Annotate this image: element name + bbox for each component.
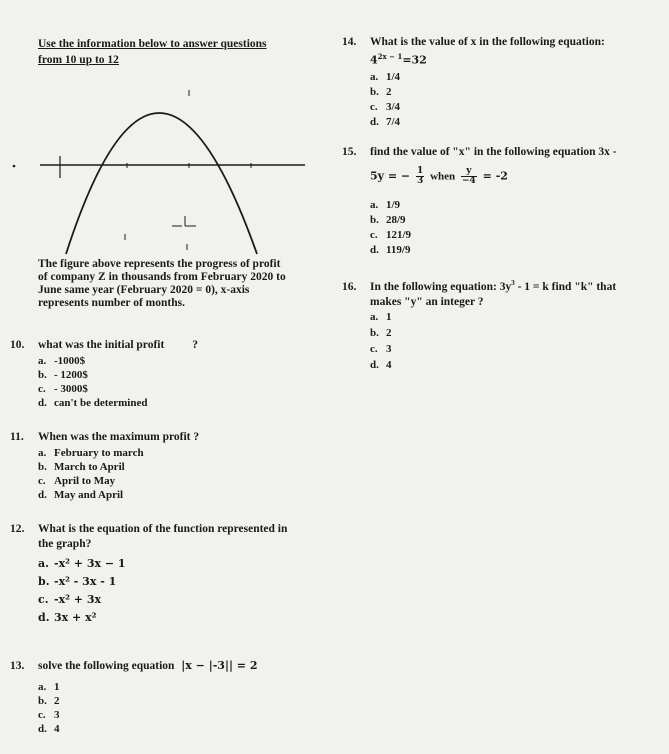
equation: $4^{2x - 1}=32$	[370, 52, 427, 67]
option[interactable]: b. -x² - 3x - 1	[38, 575, 117, 588]
option[interactable]: c. -x² + 3x	[38, 593, 102, 606]
question-11-options	[38, 446, 144, 502]
option[interactable]: d. can't be determined	[38, 397, 148, 409]
question-14: 14. What is the value of x in the following equation:	[342, 36, 605, 48]
option[interactable]: c. - 3000$	[38, 383, 88, 395]
option[interactable]: c. 121/9	[370, 229, 412, 241]
option[interactable]: a. 1	[38, 681, 60, 693]
question-14-options	[370, 70, 400, 130]
option[interactable]: d. 4	[370, 359, 392, 371]
option[interactable]: b. 2	[370, 86, 392, 98]
question-10-options	[38, 354, 147, 410]
option[interactable]: a. -1000$	[38, 355, 86, 367]
option[interactable]: a. February to march	[38, 447, 144, 459]
option[interactable]: d. 4	[38, 723, 60, 735]
option[interactable]: d. 119/9	[370, 244, 411, 256]
equation: |x − |-3|| = 2	[181, 659, 258, 672]
profit-graph	[10, 68, 310, 260]
option[interactable]: d. May and April	[38, 489, 124, 501]
question-12-options	[38, 555, 126, 627]
option[interactable]: c. 3/4	[370, 101, 401, 113]
fraction: $\frac{1}{3}$	[416, 166, 424, 186]
option[interactable]: b. 28/9	[370, 214, 406, 226]
option[interactable]: b. 2	[38, 695, 60, 707]
option[interactable]: a. -x² + 3x − 1	[38, 557, 126, 570]
question-15-options	[370, 198, 411, 258]
option[interactable]: c. 3	[370, 343, 392, 355]
question-12: 12. What is the equation of the function represented in the graph?	[10, 523, 288, 550]
fraction: $\frac{y}{-4}$	[462, 166, 476, 186]
question-13-options	[38, 680, 60, 736]
question-11: 11. When was the maximum profit ?	[10, 431, 200, 443]
profit-curve	[66, 113, 257, 254]
option[interactable]: c. April to May	[38, 475, 116, 487]
question-13: 13. solve the following equation |x − |-3|| = 2	[10, 659, 258, 672]
option[interactable]: a. 1	[370, 311, 392, 323]
option[interactable]: c. 3	[38, 709, 60, 721]
question-10: 10. what was the initial profit ?	[10, 339, 199, 351]
option[interactable]: b. 2	[370, 327, 392, 339]
option[interactable]: a. 1/4	[370, 71, 401, 83]
graph-caption: The figure above represents the progress of profit of company Z in thousands from February 2020 to June same year (February 2020 = 0), x-axis represents number of months.	[38, 258, 286, 309]
graph-intro: Use the information below to answer questions from 10 up to 12	[38, 38, 267, 66]
equation: 5y = − $\frac{1}{3}$ when $\frac{y}{-4}$ = -2	[370, 166, 508, 186]
option[interactable]: a. 1/9	[370, 199, 401, 211]
option[interactable]: d. 3x + x²	[38, 611, 97, 624]
question-15: 15. find the value of "x" in the following equation 3x -	[342, 146, 617, 158]
question-16-options	[370, 309, 392, 373]
option[interactable]: b. - 1200$	[38, 369, 88, 381]
option[interactable]: b. March to April	[38, 461, 125, 473]
option[interactable]: d. 7/4	[370, 116, 401, 128]
question-16: 16. In the following equation: $3y^3 - 1 = k$ find "k" that makes "y" an integer ?	[342, 279, 617, 308]
